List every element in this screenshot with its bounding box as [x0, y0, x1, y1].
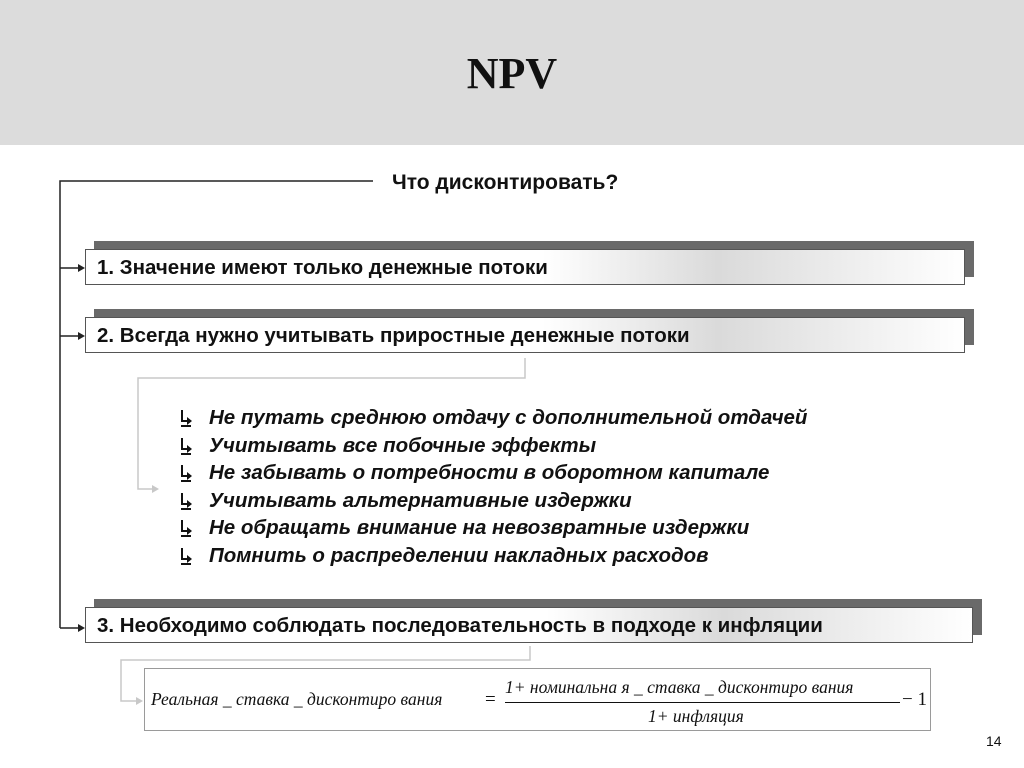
question-heading: Что дисконтировать? [392, 171, 619, 194]
bullet-text: Не забывать о потребности в оборотном капитале [209, 461, 770, 484]
formula-minus-one: − 1 [902, 689, 927, 710]
arrow-icon [136, 697, 143, 705]
step-3-label: 3. Необходимо соблюдать последовательность в подходе к инфляции [97, 614, 823, 637]
formula-equals: = [485, 689, 496, 710]
fraction-line [505, 702, 900, 703]
bullet-text: Помнить о распределении накладных расходов [209, 543, 709, 567]
page-number: 14 [986, 733, 1002, 749]
list-item [178, 544, 807, 572]
step-1-label: 1. Значение имеют только денежные потоки [97, 256, 548, 279]
arrow-icon [78, 264, 85, 272]
slide-title: NPV [466, 49, 558, 98]
formula-numerator: 1+ номинальна я _ ставка _ дисконтиро вания [505, 677, 854, 697]
bullet-text: Не обращать внимание на невозвратные издержки [209, 516, 750, 539]
list-item [178, 434, 807, 462]
list-item [178, 461, 807, 489]
step-2-label: 2. Всегда нужно учитывать приростные денежные потоки [97, 324, 690, 347]
pin-bullet-icon [178, 546, 196, 568]
list-item [178, 406, 807, 434]
list-item [178, 516, 807, 544]
step-2-box [85, 317, 965, 353]
step-3-box [85, 607, 973, 643]
list-item [178, 489, 807, 517]
formula-lhs: Реальная _ ставка _ дисконтиро вания [151, 689, 443, 709]
arrow-icon [78, 332, 85, 340]
formula-box [144, 668, 931, 731]
pin-bullet-icon [178, 491, 196, 513]
pin-bullet-icon [178, 518, 196, 540]
pin-bullet-icon [178, 436, 196, 458]
bullet-text: Учитывать альтернативные издержки [209, 488, 632, 512]
arrow-icon [78, 624, 85, 632]
bullet-list [178, 406, 807, 571]
step-1-box [85, 249, 965, 285]
bullet-text: Не путать среднюю отдачу с дополнительной отдачей [209, 406, 808, 429]
pin-bullet-icon [178, 408, 196, 430]
bullet-text: Учитывать все побочные эффекты [209, 433, 597, 457]
pin-bullet-icon [178, 463, 196, 485]
arrow-icon [152, 485, 159, 493]
formula-denominator: 1+ инфляция [648, 706, 744, 726]
